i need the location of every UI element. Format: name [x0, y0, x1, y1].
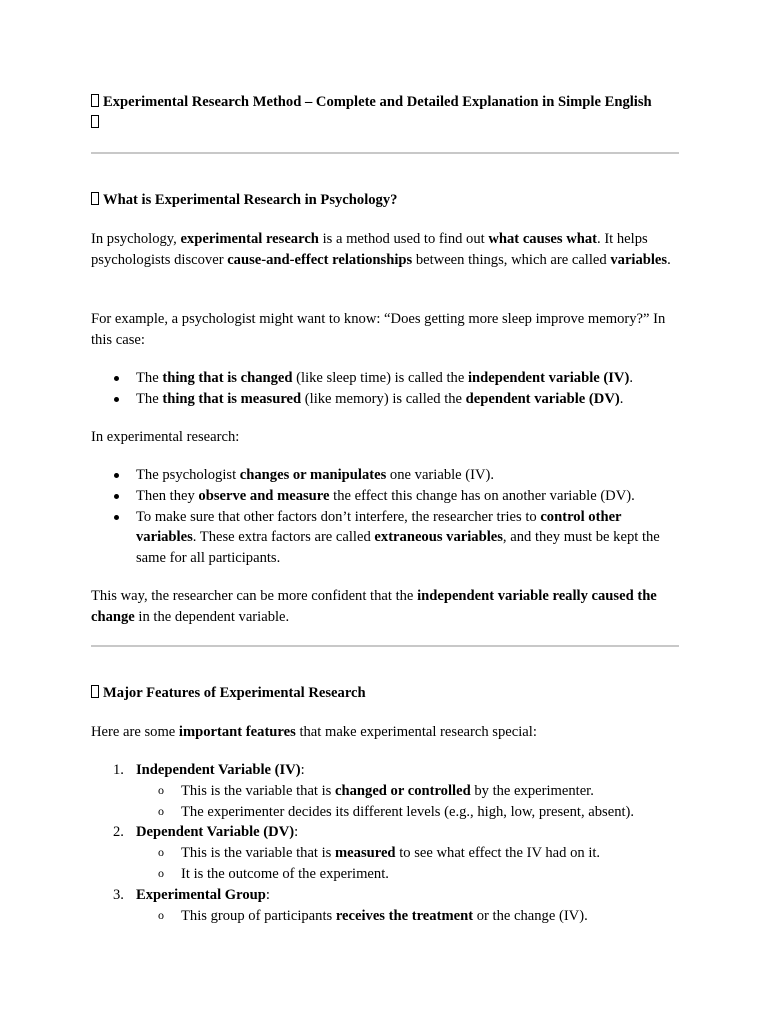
bullet-list — [91, 368, 679, 410]
list-item: 3. Experimental Group: o This group of participants receives the treatment or the change (IV). — [91, 885, 679, 927]
list-item: Then they observe and measure the effect this change has on another variable (DV). — [91, 486, 679, 507]
sub-list-item: o This is the variable that is measured to see what effect the IV had on it. — [158, 845, 601, 862]
sub-list-item: o The experimenter decides its different levels (e.g., high, low, present, absent). — [158, 803, 635, 820]
sub-list-item: o This group of participants receives the treatment or the change (IV). — [158, 907, 588, 924]
section-heading: Major Features of Experimental Research — [91, 683, 679, 703]
paragraph: In psychology, experimental research is a method used to find out what causes what. It helps psychologists discover cause-and-effect relationships between things, which are called variables. — [91, 231, 671, 268]
missing-glyph-icon — [91, 94, 99, 107]
sub-list-item: o This is the variable that is changed or controlled by the experimenter. — [158, 782, 594, 799]
section-heading: What is Experimental Research in Psychology? — [91, 190, 679, 210]
list-item: 1. Independent Variable (IV): o This is the variable that is changed or controlled by the experimenter. o The experimenter decides its different levels (e.g., high, low, present, absent). — [91, 760, 679, 822]
missing-glyph-icon — [91, 192, 99, 205]
paragraph: In experimental research: — [91, 429, 240, 445]
list-item: The thing that is measured (like memory) is called the dependent variable (DV). — [91, 389, 679, 410]
horizontal-divider — [91, 645, 679, 647]
horizontal-divider — [91, 152, 679, 154]
missing-glyph-icon — [91, 115, 99, 128]
list-item: The thing that is changed (like sleep time) is called the independent variable (IV). — [91, 368, 679, 389]
missing-glyph-icon — [91, 685, 99, 698]
paragraph: Here are some important features that make experimental research special: — [91, 724, 537, 740]
sub-list-item: o It is the outcome of the experiment. — [158, 865, 389, 882]
list-item: 2. Dependent Variable (DV): o This is the variable that is measured to see what effect the IV had on it. o It is the outcome of the experiment. — [91, 822, 679, 884]
paragraph: This way, the researcher can be more confident that the independent variable really caused the change in the dependent variable. — [91, 588, 657, 625]
document-title: Experimental Research Method – Complete and Detailed Explanation in Simple English — [91, 92, 679, 134]
bullet-list — [91, 465, 679, 569]
paragraph: For example, a psychologist might want to know: “Does getting more sleep improve memory?” In this case: — [91, 311, 666, 348]
list-item: The psychologist changes or manipulates one variable (IV). — [91, 465, 679, 486]
list-item: To make sure that other factors don’t interfere, the researcher tries to control other variables. These extra factors are called extraneous variables, and they must be kept the same for all participants. — [91, 507, 679, 569]
numbered-list — [91, 760, 679, 926]
